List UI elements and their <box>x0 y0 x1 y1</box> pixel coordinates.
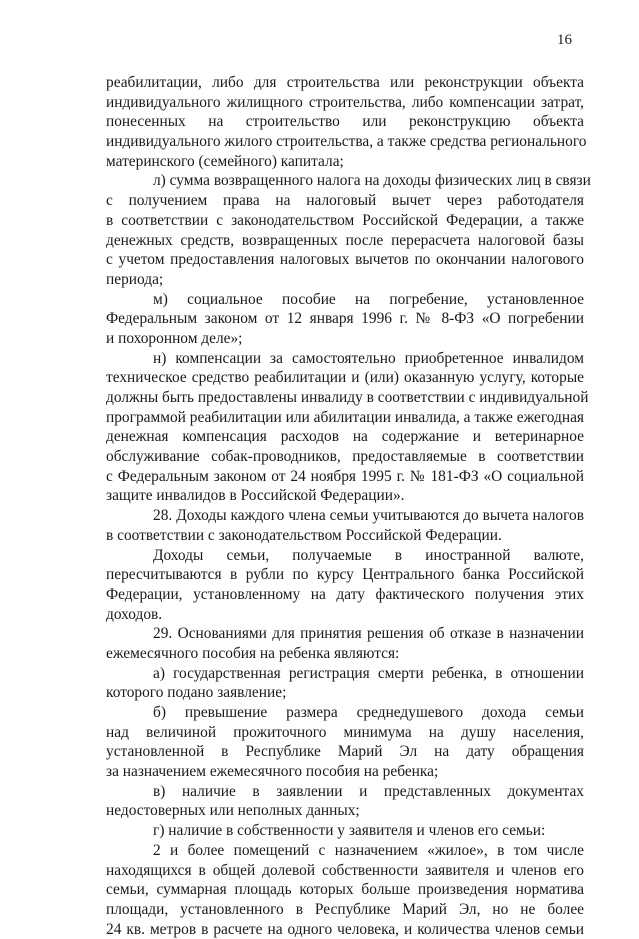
text-line: установленной в Республике Марий Эл на дату обращения <box>106 743 584 761</box>
text-line: с получением права на налоговый вычет через работодателя <box>106 192 584 210</box>
text-line: а) государственная регистрация смерти ребенка, в отношении <box>153 664 584 682</box>
text-line: площади, установленного в Республике Марий Эл, но не более <box>106 900 584 918</box>
text-line: находящихся в общей долевой собственности заявителя и членов его <box>106 861 584 879</box>
text-line: с учетом предоставления налоговых вычетов по окончании налогового <box>106 251 584 269</box>
text-line: денежных средств, возвращенных после перерасчета налоговой базы <box>106 231 584 249</box>
text-line: должны быть предоставлены инвалиду в соответствии с индивидуальной <box>106 389 589 406</box>
text-line: над величиной прожиточного минимума на душу населения, <box>106 723 584 741</box>
text-line: в соответствии с законодательством Российской Федерации, а также <box>106 211 584 229</box>
text-line: Доходы семьи, получаемые в иностранной валюте, <box>153 546 584 564</box>
text-line: г) наличие в собственности у заявителя и членов его семьи: <box>153 822 546 840</box>
text-line: программой реабилитации или абилитации инвалида, а также ежегодная <box>106 408 584 426</box>
text-line: понесенных на строительство или реконструкцию объекта <box>106 113 584 131</box>
text-line: реабилитации, либо для строительства или реконструкции объекта <box>106 74 584 91</box>
body-text <box>106 73 591 939</box>
text-line: семьи, суммарная площадь которых больше произведения норматива <box>106 881 584 899</box>
text-line: 2 и более помещений с назначением «жилое», в том числе <box>153 841 584 859</box>
text-line: ежемесячного пособия на ребенка являются: <box>106 644 400 662</box>
text-line: периода; <box>106 270 164 288</box>
text-line: доходов. <box>106 605 163 623</box>
text-line: 29. Основаниями для принятия решения об отказе в назначении <box>153 625 584 643</box>
text-line: денежная компенсация расходов на содержание и ветеринарное <box>106 428 584 446</box>
text-line: с Федеральным законом от 24 ноября 1995 г. № 181-ФЗ «О социальной <box>106 467 584 485</box>
text-line: Федерации, установленному на дату фактического получения этих <box>106 585 584 603</box>
text-line: в) наличие в заявлении и представленных документах <box>153 782 584 800</box>
text-line: защите инвалидов в Российской Федерации». <box>106 487 405 505</box>
text-line: н) компенсации за самостоятельно приобретенное инвалидом <box>153 349 584 367</box>
text-line: недостоверных или неполных данных; <box>106 802 360 820</box>
text-line: индивидуального жилого строительства, а также средства регионального <box>106 133 587 151</box>
text-line: в соответствии с законодательством Российской Федерации. <box>106 526 502 544</box>
page-number: 16 <box>557 32 572 48</box>
text-line: 24 кв. метров в расчете на одного человека, и количества членов семьи <box>106 920 584 938</box>
text-line: Федеральным законом от 12 января 1996 г. № 8-ФЗ «О погребении <box>106 310 584 328</box>
text-line: пересчитываются в рубли по курсу Центрального банка Российской <box>106 566 584 584</box>
text-line: которого подано заявление; <box>106 684 287 702</box>
text-line: 28. Доходы каждого члена семьи учитываются до вычета налогов <box>153 507 584 525</box>
text-line: за назначением ежемесячного пособия на ребенка; <box>106 763 439 781</box>
text-line: обслуживание собак-проводников, предоставляемые в соответствии <box>106 448 584 466</box>
text-line: техническое средство реабилитации и (или) оказанную услугу, которые <box>106 369 584 387</box>
text-line: б) превышение размера среднедушевого дохода семьи <box>153 704 584 721</box>
text-line: и похоронном деле»; <box>106 329 243 347</box>
text-line: м) социальное пособие на погребение, установленное <box>153 290 584 308</box>
text-line: л) сумма возвращенного налога на доходы физических лиц в связи <box>153 172 591 190</box>
text-line: материнского (семейного) капитала; <box>106 152 344 170</box>
text-line: индивидуального жилищного строительства, либо компенсации затрат, <box>106 93 584 111</box>
